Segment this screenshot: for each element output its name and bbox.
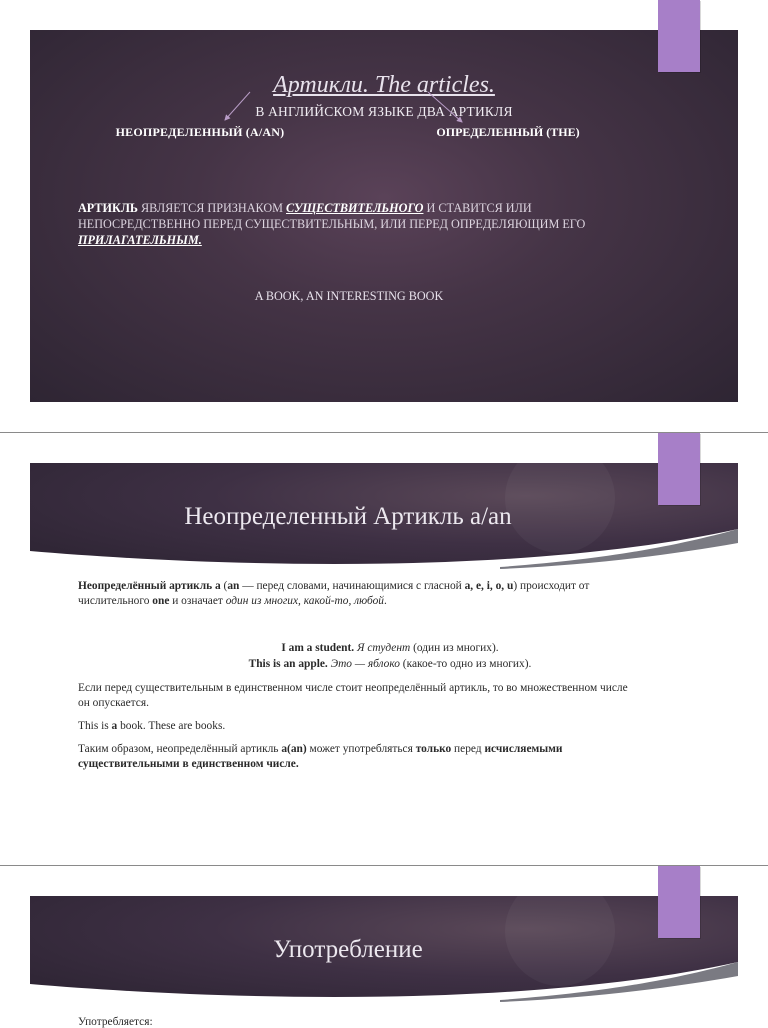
slide-1-accent-tab <box>658 0 700 72</box>
plural-rule-paragraph: Если перед существительным в единственном числе стоит неопределённый артикль, то во множественном числе он опускается. <box>78 682 628 709</box>
example-1-text: (один из многих). <box>410 642 499 654</box>
example-1-bold: I am a student. <box>281 642 355 654</box>
summary-f: исчисляемыми существительными в единственном числе. <box>78 743 563 770</box>
example-2 <box>150 657 630 672</box>
summary-a: Таким образом, неопределённый артикль <box>78 743 282 755</box>
slide-2-accent-tab <box>658 433 700 505</box>
slide-3[interactable] <box>0 866 768 1028</box>
body-text-2: И СТАВИТСЯ ИЛИ НЕПОСРЕДСТВЕННО ПЕРЕД СУЩЕСТВИТЕЛЬНЫМ, ИЛИ ПЕРЕД ОПРЕДЕЛЯЮЩИМ ЕГО <box>78 201 586 231</box>
summary-paragraph <box>78 742 638 772</box>
def-bold-4: one <box>152 595 170 607</box>
slide-3-title: Употребление <box>273 936 423 963</box>
book-example <box>78 719 638 734</box>
def-bold-3: a, e, i, o, u <box>464 580 514 592</box>
example-2-text: (какое-то одно из многих). <box>399 658 532 670</box>
slide-1[interactable] <box>0 0 768 432</box>
example-1-italic: Я студент <box>354 642 411 654</box>
slide-3-body-text: Употребляется: <box>78 1016 153 1028</box>
slide-3-accent-tab <box>658 866 700 938</box>
summary-c: может употребляться <box>306 743 416 755</box>
slide-1-background <box>30 30 738 402</box>
indefinite-definition-paragraph <box>78 579 638 609</box>
book-example-a: This is <box>78 720 112 732</box>
example-2-italic: Это — яблоко <box>327 658 400 670</box>
arrow-left-icon <box>225 92 250 120</box>
arrow-right-icon <box>428 92 462 122</box>
slide-1-example: A BOOK, AN INTERESTING BOOK <box>254 289 444 303</box>
def-bold-2: an <box>227 580 240 592</box>
def-italic: один из многих, какой-то, любой <box>225 595 384 607</box>
def-text-1: ( <box>220 580 228 592</box>
slide-1-body-text <box>78 200 618 248</box>
example-1 <box>150 641 630 656</box>
body-emphasis-adjective: ПРИЛАГАТЕЛЬНЫМ. <box>78 233 202 247</box>
book-example-c: book. These are books. <box>117 720 226 732</box>
def-bold-1: Неопределённый артикль a <box>78 580 221 592</box>
body-bold-article: АРТИКЛЬ <box>78 201 138 215</box>
slide-1-subtitle: В АНГЛИЙСКОМ ЯЗЫКЕ ДВА АРТИКЛЯ <box>255 104 513 119</box>
body-emphasis-noun: СУЩЕСТВИТЕЛЬНОГО <box>286 201 424 215</box>
def-text-2: — перед словами, начинающимися с гласной <box>239 580 465 592</box>
body-text-1: ЯВЛЯЕТСЯ ПРИЗНАКОМ <box>137 201 287 215</box>
summary-b: a(an) <box>281 743 307 755</box>
def-text-3: ) происходит от числительного <box>78 580 590 607</box>
def-end: . <box>384 595 387 607</box>
definite-article-label: ОПРЕДЕЛЕННЫЙ (THE) <box>436 125 580 139</box>
book-example-bold: a <box>111 720 118 732</box>
summary-d: только <box>415 743 452 755</box>
example-2-bold: This is an apple. <box>248 658 328 670</box>
def-text-4: и означает <box>169 595 226 607</box>
indefinite-article-label: НЕОПРЕДЕЛЕННЫЙ (A/AN) <box>115 125 285 139</box>
slide-1-title: Артикли. The articles. <box>273 72 495 98</box>
slide-2-title: Неопределенный Артикль a/an <box>184 503 512 530</box>
slide-2[interactable] <box>0 433 768 865</box>
summary-e: перед <box>451 743 485 755</box>
